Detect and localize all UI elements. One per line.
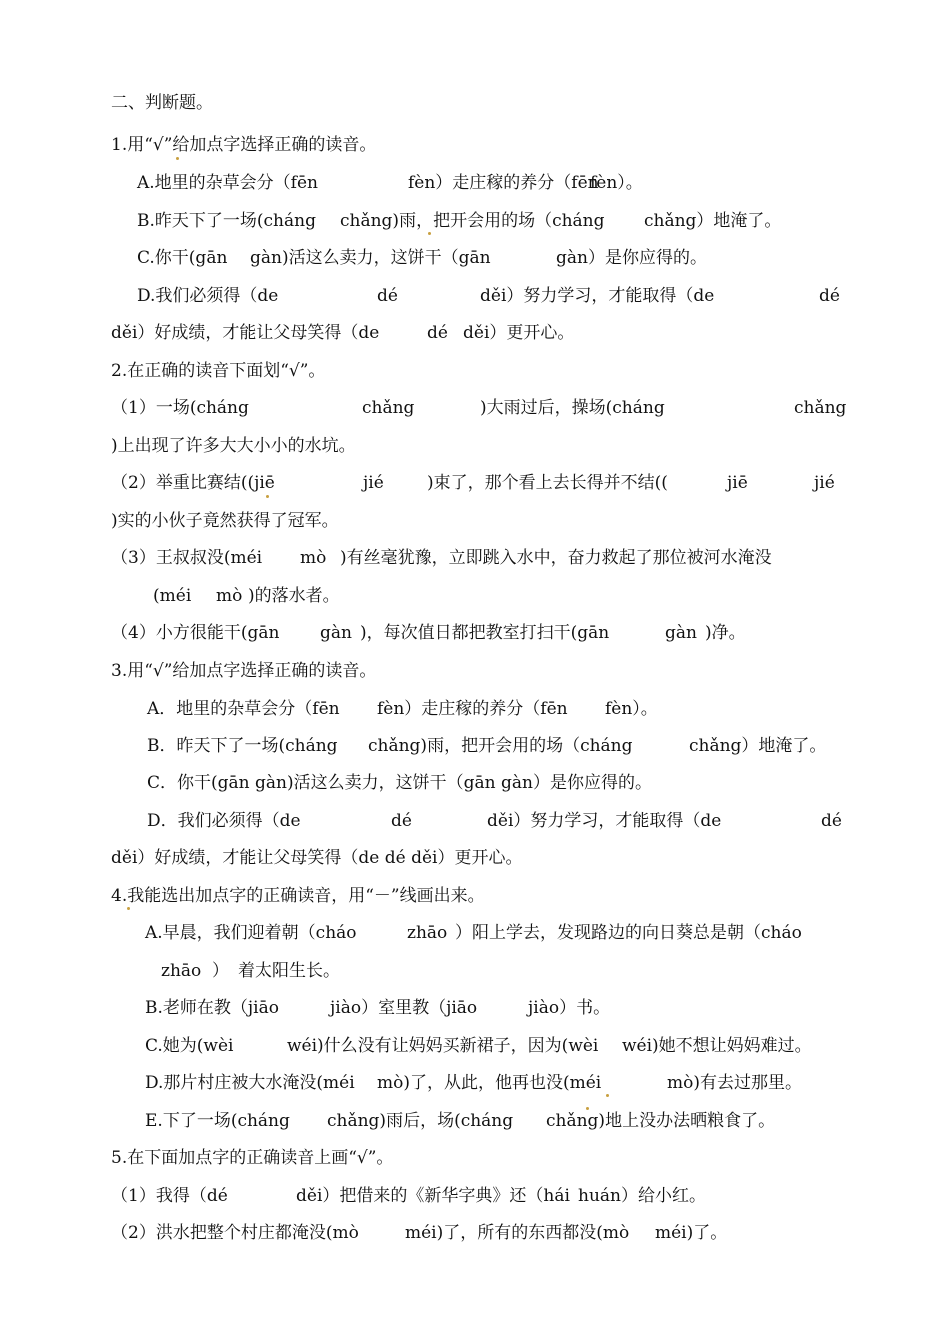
- question-2-item-4: （4）小方很能干(gān gàn )，每次值日都把教室打扫干(gān gàn )净。: [111, 623, 746, 643]
- question-4-title: 4.我能选出加点字的正确读音，用“－”线画出来。: [111, 886, 485, 906]
- question-4-option-a-cont: zhāo ） 着太阳生长。: [161, 961, 340, 981]
- question-1-option-a: A.地里的杂草会分（fēn fèn）走庄稼的养分（fēn fèn）。: [137, 173, 643, 193]
- question-5-item-2: （2）洪水把整个村庄都淹没(mò méi)了，所有的东西都没(mò méi)了。: [111, 1223, 728, 1243]
- emphasis-dot: [606, 1094, 609, 1097]
- question-1-option-d: D.我们必须得（de dé děi）努力学习，才能取得（de dé: [137, 286, 840, 306]
- section-title: 二、判断题。: [111, 93, 213, 113]
- question-2-title: 2.在正确的读音下面划“√”。: [111, 361, 326, 381]
- question-2-item-3-cont: (méi mò )的落水者。: [153, 586, 340, 606]
- emphasis-dot: [586, 1107, 589, 1110]
- question-4-option-b: B.老师在教（jiāo jiào）室里教（jiāo jiào）书。: [145, 998, 611, 1018]
- question-3-title: 3.用“√”给加点字选择正确的读音。: [111, 661, 377, 681]
- question-2-item-1-cont: )上出现了许多大大小小的水坑。: [111, 436, 356, 456]
- emphasis-dot: [176, 157, 179, 160]
- question-4-option-c: C.她为(wèi wéi)什么没有让妈妈买新裙子，因为(wèi wéi)她不想让妈妈难过。: [145, 1036, 812, 1056]
- question-2-item-3: （3）王叔叔没(méi mò )有丝毫犹豫，立即跳入水中，奋力救起了那位被河水淹没: [111, 548, 772, 568]
- emphasis-dot: [266, 495, 269, 498]
- question-5-item-1: （1）我得（dé děi）把借来的《新华字典》还（hái huán）给小红。: [111, 1186, 706, 1206]
- emphasis-dot: [428, 232, 431, 235]
- question-4-option-a: A.早晨，我们迎着朝（cháo zhāo ）阳上学去，发现路边的向日葵总是朝（cháo: [145, 923, 802, 943]
- question-1-title: 1.用“√”给加点字选择正确的读音。: [111, 135, 377, 155]
- question-2-item-1: （1）一场(cháng chǎng )大雨过后，操场(cháng chǎng: [111, 398, 847, 418]
- question-5-title: 5.在下面加点字的正确读音上画“√”。: [111, 1148, 394, 1168]
- question-2-item-2: （2）举重比赛结((jiē jié )束了，那个看上去长得并不结(( jiē jié: [111, 473, 835, 493]
- question-3-option-a: A．地里的杂草会分（fēn fèn）走庄稼的养分（fēn fèn）。: [147, 699, 658, 719]
- question-3-option-b: B．昨天下了一场(cháng chǎng)雨，把开会用的场（cháng chǎng）地淹了。: [147, 736, 827, 756]
- question-3-option-c: C．你干(gān gàn)活这么卖力，这饼干（gān gàn）是你应得的。: [147, 773, 652, 793]
- question-4-option-e: E.下了一场(cháng chǎng)雨后，场(cháng chǎng)地上没办法晒粮食了。: [145, 1111, 776, 1131]
- emphasis-dot: [127, 907, 130, 910]
- question-3-option-d-cont: děi）好成绩，才能让父母笑得（de dé děi）更开心。: [111, 848, 523, 868]
- question-3-option-d: D．我们必须得（de dé děi）努力学习，才能取得（de dé: [147, 811, 842, 831]
- question-1-option-d-cont: děi）好成绩，才能让父母笑得（de dé děi）更开心。: [111, 323, 575, 343]
- question-2-item-2-cont: )实的小伙子竟然获得了冠军。: [111, 511, 339, 531]
- question-1-option-b: B.昨天下了一场(cháng chǎng)雨，把开会用的场（cháng chǎng）地淹了。: [137, 211, 782, 231]
- question-4-option-d: D.那片村庄被大水淹没(méi mò)了，从此，他再也没(méi mò)有去过那里。: [145, 1073, 802, 1093]
- question-1-option-c: C.你干(gān gàn)活这么卖力，这饼干（gān gàn）是你应得的。: [137, 248, 707, 268]
